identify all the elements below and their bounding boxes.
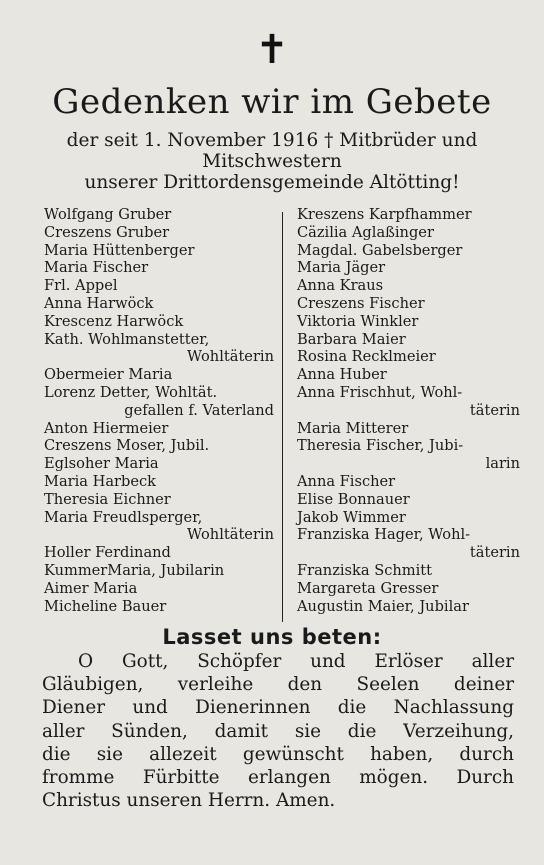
- name-entry: Creszens Moser, Jubil.: [44, 437, 210, 455]
- subtitle-line: Mitschwestern: [202, 151, 342, 172]
- prayer-line: Gläubigen, verleihe den Seelen deiner: [42, 674, 514, 696]
- prayer-line: fromme Fürbitte erlangen mögen. Durch: [42, 767, 514, 789]
- prayer-line: Diener und Dienerinnen die Nachlassung: [42, 697, 514, 719]
- name-entry: Krescenz Harwöck: [44, 312, 184, 330]
- name-entry: Micheline Bauer: [44, 597, 167, 615]
- prayer-line: O Gott, Schöpfer und Erlöser aller: [78, 651, 514, 672]
- name-entry: Rosina Recklmeier: [297, 348, 436, 366]
- name-entry-continuation: Wohltäterin: [187, 526, 274, 544]
- name-entry: Anna Fischer: [297, 472, 396, 490]
- name-entry: Maria Jäger: [297, 259, 386, 277]
- name-entry: Margareta Gresser: [297, 579, 439, 597]
- name-entry: Creszens Fischer: [297, 294, 425, 312]
- name-entry: Maria Fischer: [44, 259, 149, 277]
- name-entry: Magdal. Gabelsberger: [297, 241, 463, 259]
- name-entry: Maria Mitterer: [297, 419, 409, 437]
- subtitle-line: unserer Drittordensgemeinde Altötting!: [84, 172, 460, 193]
- names-list: [44, 206, 520, 622]
- name-entry: Theresia Fischer, Jubi-: [297, 437, 464, 455]
- name-entry: Wolfgang Gruber: [44, 206, 172, 223]
- subtitle-line: der seit 1. November 1916 † Mitbrüder und: [66, 130, 478, 151]
- prayer-line: die sie allezeit gewünscht haben, durch: [42, 743, 514, 765]
- name-entry: Aimer Maria: [44, 579, 138, 597]
- name-entry: Franziska Hager, Wohl-: [297, 526, 471, 544]
- name-entry: Holler Ferdinand: [44, 544, 171, 562]
- prayer-text: [42, 650, 514, 812]
- name-entry: Creszens Gruber: [44, 223, 170, 241]
- name-entry: Augustin Maier, Jubilar: [297, 597, 469, 615]
- card-title: Gedenken wir im Gebete: [52, 82, 492, 122]
- right-names-column: [283, 206, 520, 622]
- name-entry: Maria Freudlsperger,: [44, 508, 203, 526]
- prayer-heading: Lasset uns beten:: [162, 625, 382, 649]
- name-entry: Theresia Eichner: [44, 490, 171, 508]
- name-entry: Barbara Maier: [297, 330, 406, 348]
- card-subtitle: [0, 130, 544, 193]
- name-entry: Eglsoher Maria: [44, 455, 159, 473]
- name-entry: Kath. Wohlmanstetter,: [44, 330, 210, 348]
- prayer-line: Christus unseren Herrn. Amen.: [42, 790, 336, 812]
- name-entry: Frl. Appel: [44, 277, 118, 295]
- name-entry: Franziska Schmitt: [297, 561, 433, 579]
- name-entry-continuation: gefallen f. Vaterland: [124, 401, 274, 419]
- name-entry: Kreszens Karpfhammer: [297, 206, 472, 223]
- name-entry-continuation: larin: [485, 455, 520, 473]
- name-entry: Elise Bonnauer: [297, 490, 410, 508]
- prayer-line: aller Sünden, damit sie die Verzeihung,: [42, 720, 514, 742]
- name-entry: Jakob Wimmer: [297, 508, 406, 526]
- name-entry: Cäzilia Aglaßinger: [297, 223, 434, 241]
- cross-icon: ✝: [255, 27, 289, 73]
- name-entry: KummerMaria, Jubilarin: [44, 561, 225, 579]
- left-names-column: [44, 206, 282, 622]
- name-entry: Anna Frischhut, Wohl-: [297, 383, 463, 401]
- name-entry: Anton Hiermeier: [44, 419, 169, 437]
- name-entry: Viktoria Winkler: [297, 312, 419, 330]
- name-entry: Maria Harbeck: [44, 472, 157, 490]
- name-entry: Anna Huber: [297, 366, 387, 384]
- name-entry: Anna Harwöck: [44, 294, 154, 312]
- name-entry: Anna Kraus: [297, 277, 384, 295]
- name-entry: Maria Hüttenberger: [44, 241, 195, 259]
- name-entry-continuation: Wohltäterin: [187, 348, 274, 366]
- name-entry-continuation: täterin: [469, 544, 520, 562]
- name-entry: Lorenz Detter, Wohltät.: [44, 383, 218, 401]
- name-entry-continuation: täterin: [469, 401, 520, 419]
- name-entry: Obermeier Maria: [44, 366, 173, 384]
